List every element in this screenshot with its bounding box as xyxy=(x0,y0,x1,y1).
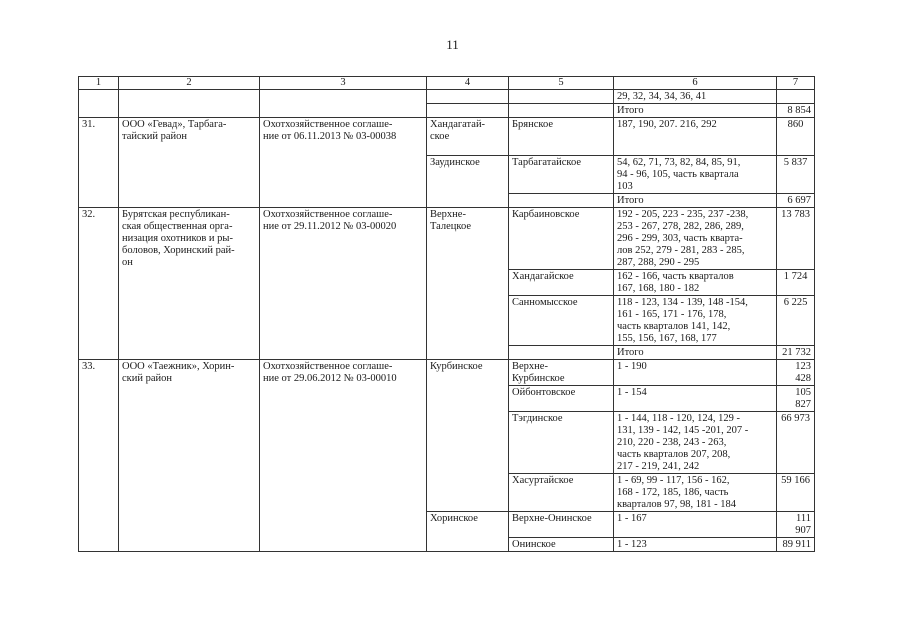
table-row xyxy=(79,208,815,270)
total-value: 21 732 xyxy=(777,346,815,360)
quarters-cell: 1 - 123 xyxy=(614,538,777,552)
row-number: 31. xyxy=(79,118,119,208)
agreement-cell: Охотхозяйственное соглаше- ние от 06.11.2013 № 03-00038 xyxy=(260,118,427,208)
forestry-cell: Карбаиновское xyxy=(509,208,614,270)
area-cell: 66 973 xyxy=(777,412,815,474)
forestry-cell: Верхне-Онинское xyxy=(509,512,614,538)
area-cell: 111 907 xyxy=(777,512,815,538)
organization-cell: ООО «Таежник», Хорин- ский район xyxy=(119,360,260,552)
quarters-cell: 118 - 123, 134 - 139, 148 -154, 161 - 165, 171 - 176, 178, часть кварталов 141, 142, 155, 156, 167, 168, 177 xyxy=(614,296,777,346)
district-cell: Верхне- Талецкое xyxy=(427,208,509,360)
forestry-cell: Брянское xyxy=(509,118,614,156)
cell-empty xyxy=(509,194,614,208)
area-cell: 89 911 xyxy=(777,538,815,552)
cell-empty xyxy=(509,90,614,104)
total-label: Итого xyxy=(614,346,777,360)
quarters-cell: 54, 62, 71, 73, 82, 84, 85, 91, 94 - 96, 105, часть квартала 103 xyxy=(614,156,777,194)
total-label: Итого xyxy=(614,104,777,118)
cell-empty xyxy=(79,90,119,118)
column-number-row xyxy=(79,77,815,90)
cell-empty xyxy=(509,104,614,118)
cell-empty xyxy=(427,104,509,118)
quarters-cell: 1 - 154 xyxy=(614,386,777,412)
cell-empty xyxy=(260,90,427,118)
column-number: 1 xyxy=(79,77,119,90)
area-cell: 59 166 xyxy=(777,474,815,512)
forestry-cell: Ойбонтовское xyxy=(509,386,614,412)
row-number: 32. xyxy=(79,208,119,360)
row-number: 33. xyxy=(79,360,119,552)
quarters-cell: 1 - 167 xyxy=(614,512,777,538)
district-cell: Хоринское xyxy=(427,512,509,552)
district-cell: Курбинское xyxy=(427,360,509,512)
quarters-cell: 29, 32, 34, 34, 36, 41 xyxy=(614,90,777,104)
forestry-cell: Санномысское xyxy=(509,296,614,346)
total-label: Итого xyxy=(614,194,777,208)
area-cell: 123 428 xyxy=(777,360,815,386)
column-number: 5 xyxy=(509,77,614,90)
quarters-cell: 192 - 205, 223 - 235, 237 -238, 253 - 267, 278, 282, 286, 289, 296 - 299, 303, часть кварта- лов 252, 279 - 281, 283 - 285, 287, 288, 290 - 295 xyxy=(614,208,777,270)
agreement-cell: Охотхозяйственное соглаше- ние от 29.11.2012 № 03-00020 xyxy=(260,208,427,360)
area-cell: 860 xyxy=(777,118,815,156)
column-number: 3 xyxy=(260,77,427,90)
organization-cell: ООО «Гевад», Тарбага- тайский район xyxy=(119,118,260,208)
column-number: 6 xyxy=(614,77,777,90)
agreement-cell: Охотхозяйственное соглаше- ние от 29.06.2012 № 03-00010 xyxy=(260,360,427,552)
quarters-cell: 1 - 69, 99 - 117, 156 - 162, 168 - 172, 185, 186, часть кварталов 97, 98, 181 - 184 xyxy=(614,474,777,512)
forestry-cell: Тэгдинское xyxy=(509,412,614,474)
area-cell: 5 837 xyxy=(777,156,815,194)
cell-empty xyxy=(509,346,614,360)
total-value: 8 854 xyxy=(777,104,815,118)
quarters-cell: 162 - 166, часть кварталов 167, 168, 180 - 182 xyxy=(614,270,777,296)
quarters-cell: 1 - 144, 118 - 120, 124, 129 - 131, 139 - 142, 145 -201, 207 - 210, 220 - 238, 243 - 263, часть кварталов 207, 208, 217 - 219, 241, 242 xyxy=(614,412,777,474)
quarters-cell: 187, 190, 207. 216, 292 xyxy=(614,118,777,156)
forestry-cell: Тарбагатайское xyxy=(509,156,614,194)
page-number: 11 xyxy=(446,37,459,52)
cell-empty xyxy=(777,90,815,104)
column-number: 7 xyxy=(777,77,815,90)
forestry-cell: Хандагайское xyxy=(509,270,614,296)
column-number: 2 xyxy=(119,77,260,90)
district-cell: Хандагатай- ское xyxy=(427,118,509,156)
area-cell: 1 724 xyxy=(777,270,815,296)
hunting-grounds-table xyxy=(78,76,815,552)
district-cell: Заудинское xyxy=(427,156,509,208)
quarters-cell: 1 - 190 xyxy=(614,360,777,386)
organization-cell: Бурятская республикан- ская общественная орга- низация охотников и ры- боловов, Хоринский рай- он xyxy=(119,208,260,360)
table-row xyxy=(79,118,815,156)
forestry-cell: Хасуртайское xyxy=(509,474,614,512)
total-value: 6 697 xyxy=(777,194,815,208)
area-cell: 13 783 xyxy=(777,208,815,270)
table-row xyxy=(79,360,815,386)
table-row xyxy=(79,90,815,104)
forestry-cell: Верхне- Курбинское xyxy=(509,360,614,386)
column-number: 4 xyxy=(427,77,509,90)
forestry-cell: Онинское xyxy=(509,538,614,552)
area-cell: 6 225 xyxy=(777,296,815,346)
cell-empty xyxy=(119,90,260,118)
cell-empty xyxy=(427,90,509,104)
area-cell: 105 827 xyxy=(777,386,815,412)
